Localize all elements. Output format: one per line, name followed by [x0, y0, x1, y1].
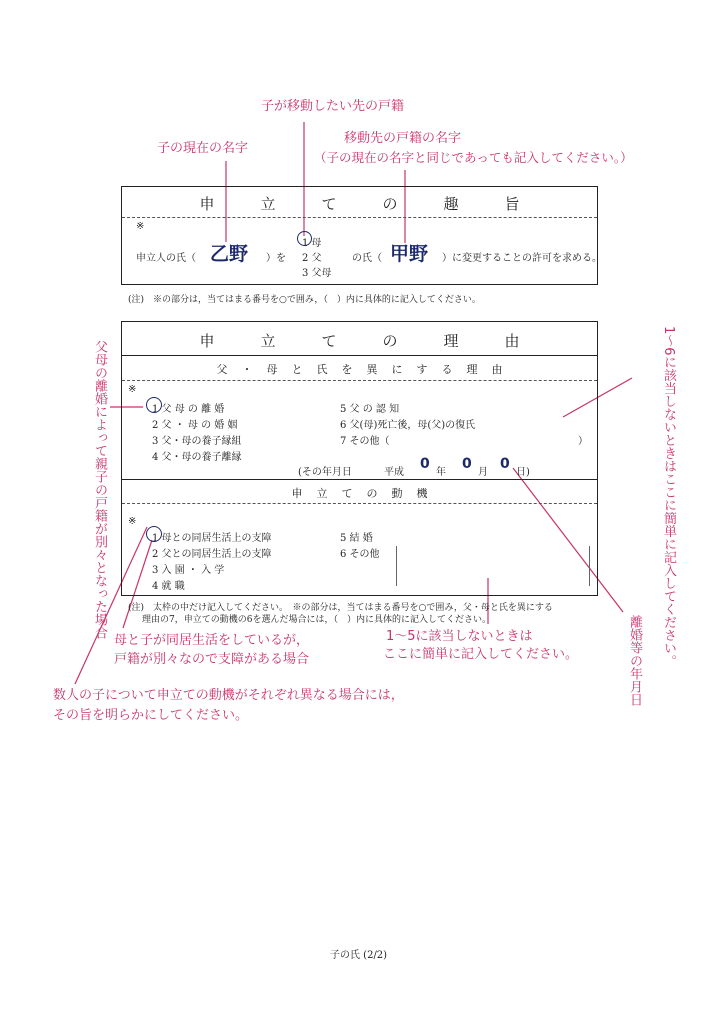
reason-close-paren: ）: [578, 436, 588, 447]
date-day-unit: 日): [516, 467, 530, 478]
date-era: 平成: [384, 467, 404, 478]
date-month-unit: 月: [478, 467, 488, 478]
annotation-mother-child-line2: 戸籍が別々なので支障がある場合: [114, 652, 310, 667]
reasons-divider-4: [122, 503, 597, 504]
reason-item-7: 7 その他（: [340, 436, 390, 447]
motive-other-bracket: [396, 546, 590, 586]
page-footer: 子の氏 (2/2): [330, 950, 388, 961]
reason-item-3: 3 父・母の養子縁組: [152, 436, 242, 447]
selection-circle-cohabitation: [146, 526, 162, 542]
reasons-note-line2: 理由の7，申立ての動機の6を選んだ場合には，（ ）内に具体的に記入してください。: [142, 615, 491, 625]
annotation-right-1-6: 1～6に該当しないときはここに簡単に記入してください。: [661, 326, 676, 668]
reasons-subheader: 父・母と氏を異にする理由: [216, 363, 517, 376]
motive-item-6: 6 その他: [340, 549, 380, 560]
reasons-box: [121, 321, 598, 596]
purpose-connector: ）を: [266, 253, 286, 264]
purpose-suffix: ）に変更することの許可を求める。: [442, 253, 602, 264]
annotation-dest-register-name-note: （子の現在の名字と同じであっても記入してください。）: [314, 150, 633, 165]
selection-circle-mother: [297, 231, 312, 246]
motive-header: 申立ての動機: [291, 487, 442, 500]
option-father: 2 父: [302, 253, 322, 264]
reason-item-2: 2 父 ・ 母 の 婚 姻: [152, 420, 238, 431]
annotation-1-5-line2: ここに簡単に記入してください。: [383, 647, 579, 662]
motive-item-3: 3 入 園 ・ 入 学: [152, 565, 225, 576]
annotation-mother-child-line1: 母と子が同居生活をしているが，: [114, 633, 310, 648]
annotation-current-surname: 子の現在の名字: [157, 141, 249, 156]
motive-item-4: 4 就 職: [152, 581, 185, 592]
selection-circle-divorce: [146, 397, 162, 413]
purpose-divider: [122, 217, 597, 218]
motive-mark: ※: [128, 516, 137, 527]
purpose-of-surname: の氏（: [352, 253, 382, 264]
reasons-divider-2: [122, 380, 597, 381]
annotation-1-5-line1: 1～5に該当しないときは: [386, 629, 533, 644]
motive-item-5: 5 結 婚: [340, 533, 373, 544]
annotation-multiple-children-line1: 数人の子について申立ての動機がそれぞれ異なる場合には，: [53, 688, 404, 703]
date-day-handwritten: 0: [500, 456, 510, 472]
reasons-divider-3: [122, 479, 597, 480]
annotation-multiple-children-line2: その旨を明らかにしてください。: [53, 708, 249, 723]
annotation-date: 離婚等の年月日: [627, 615, 642, 706]
date-month-handwritten: 0: [462, 456, 472, 472]
motive-item-1: 1 母との同居生活上の支障: [152, 533, 272, 544]
motive-item-2: 2 父との同居生活上の支障: [152, 549, 272, 560]
reasons-divider-1: [122, 355, 597, 356]
new-surname-handwritten: 甲野: [390, 243, 429, 265]
reason-item-6: 6 父(母)死亡後，母(父)の復氏: [340, 420, 476, 431]
option-mother: 1 母: [302, 238, 322, 249]
date-label: (その年月日: [298, 467, 352, 478]
purpose-prefix: 申立人の氏（: [136, 253, 196, 264]
reasons-mark: ※: [128, 384, 137, 395]
reason-item-5: 5 父 の 認 知: [340, 404, 400, 415]
date-year-handwritten: 0: [420, 456, 430, 472]
annotation-dest-family-register: 子が移動したい先の戸籍: [261, 99, 405, 114]
purpose-header: 申立ての趣旨: [199, 195, 566, 213]
reason-item-4: 4 父・母の養子離縁: [152, 452, 242, 463]
option-parents: 3 父母: [302, 268, 332, 279]
purpose-mark: ※: [136, 221, 145, 232]
reasons-note-line1: (注) 太枠の中だけ記入してください。 ※の部分は，当てはまる番号を○で囲み，父・母と氏を異にする: [128, 603, 553, 613]
current-surname-handwritten: 乙野: [210, 243, 249, 265]
reason-item-1: 1 父 母 の 離 婚: [152, 404, 225, 415]
purpose-note: (注) ※の部分は，当てはまる番号を○で囲み，（ ）内に具体的に記入してください。: [128, 295, 481, 305]
annotation-dest-register-name: 移動先の戸籍の名字: [344, 131, 462, 146]
reasons-header: 申立ての理由: [199, 332, 566, 350]
date-year-unit: 年: [436, 467, 446, 478]
purpose-box: [121, 186, 602, 285]
annotation-left-vertical: 父母の離婚によって親子の戸籍が別々となった場合: [92, 340, 107, 639]
